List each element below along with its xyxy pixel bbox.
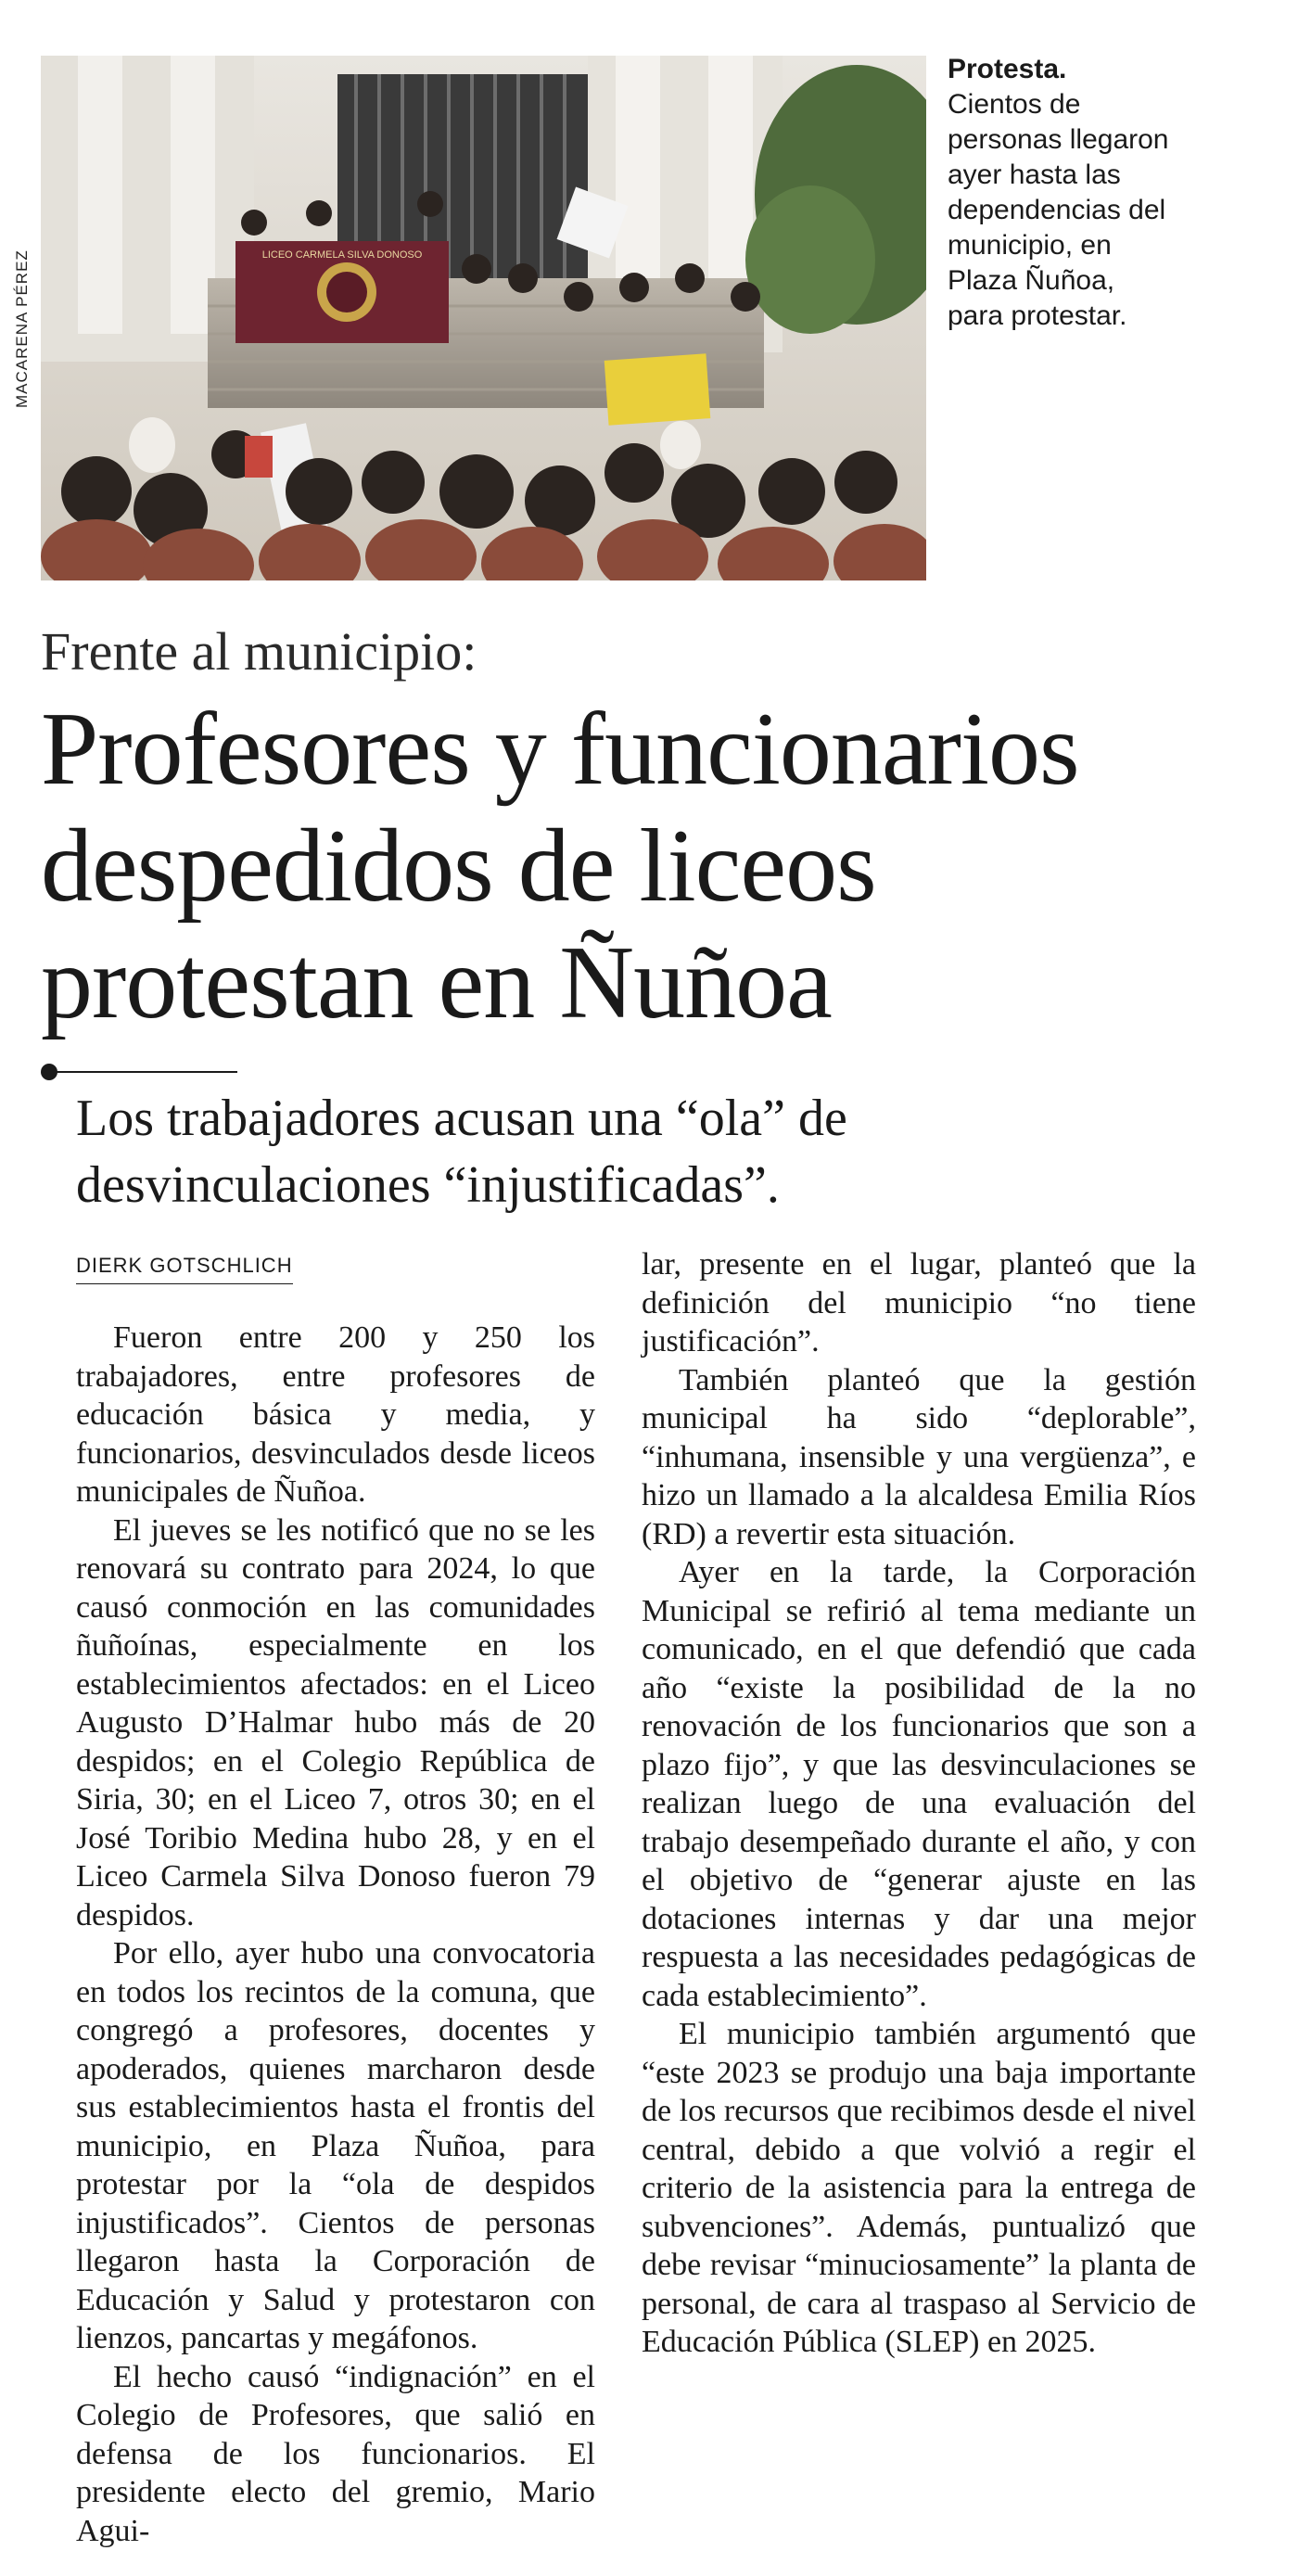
paragraph: Por ello, ayer hubo una convocatoria en todos los recintos de la comuna, que congregó a profesores, docentes y apoderados, quienes marcharon desde sus establecimientos hasta el frontis del municipio, en Plaza Ñuñoa, para protestar por la “ola de despidos injustificados”. Cientos de personas llegaron hasta la Corporación de Educación y Salud y protestaron con lienzos, pancartas y megáfonos. — [76, 1936, 595, 2355]
headline-rule — [52, 1071, 237, 1073]
protest-photo-illustration — [41, 56, 926, 580]
article-subhead: Los trabajadores acusan una “ola” de desvinculaciones “injustificadas”. — [76, 1090, 847, 1214]
paragraph: Fueron entre 200 y 250 los trabajadores, entre profesores de educación básica y media, y funcionarios, desvinculados desde liceos municipales de Ñuñoa. — [76, 1320, 595, 1509]
article-kicker: Frente al municipio: — [41, 621, 477, 682]
caption-title: Protesta. — [948, 54, 1067, 84]
paragraph: También planteó que la gestión municipal ha sido “deplorable”, “inhumana, insensible y una vergüenza”, e hizo un llamado a la alcaldesa Emilia Ríos (RD) a revertir esta situación. — [642, 1362, 1196, 1551]
paragraph: Ayer en la tarde, la Corporación Municipal se refirió al tema mediante un comunicado, en el que defendió que cada año “existe la posibilidad de la no renovación de los funcionarios que son a plazo fijo”, y que las desvinculaciones se realizan luego de una evaluación del trabajo desempeñado durante el año, y con el objetivo de “generar ajuste en las dotaciones internas y dar una mejor respuesta a las necesidades pedagógicas de cada establecimiento”. — [642, 1555, 1196, 2013]
paragraph-continuation: lar, presente en el lugar, planteó que la definición del municipio “no tiene justificación”. — [642, 1247, 1196, 1358]
article-headline: Profesores y funcionarios despedidos de liceos protestan en Ñuñoa — [41, 692, 1079, 1040]
photo-credit: MACARENA PÉREZ — [13, 249, 31, 408]
article-column-left — [76, 1319, 595, 2550]
paragraph: El hecho causó “indignación” en el Colegio de Profesores, que salió en defensa de los funcionarios. El presidente electo del gremio, Mario Agui- — [76, 2359, 595, 2548]
article-column-right — [642, 1245, 1196, 2362]
paragraph: El municipio también argumentó que “este 2023 se produjo una baja importante de los recursos que recibimos desde el nivel central, debido a que volvió a regir el criterio de la asistencia para la entrega de subvenciones”. Además, puntualizó que debe revisar “minuciosamente” la planta de personal, de cara al traspaso al Servicio de Educación Pública (SLEP) en 2025. — [642, 2017, 1196, 2359]
byline: DIERK GOTSCHLICH — [76, 1254, 293, 1284]
caption-text: Cientos de personas llegaron ayer hasta las dependencias del municipio, en Plaza Ñuñoa, para protestar. — [948, 89, 1169, 331]
photo-caption — [948, 52, 1170, 334]
banner-text: LICEO CARMELA SILVA DONOSO — [261, 249, 423, 261]
paragraph: El jueves se les notificó que no se les renovará su contrato para 2024, lo que causó conmoción en las comunidades ñuñoínas, especialmente en los establecimientos afectados: en el Liceo Augusto D’Halmar hubo más de 20 despidos; en el Colegio República de Siria, 30; en el Liceo 7, otros 30; en el José Toribio Medina hubo 28, y en el Liceo Carmela Silva Donoso fueron 79 despidos. — [76, 1512, 595, 1932]
protest-photo — [41, 56, 926, 580]
